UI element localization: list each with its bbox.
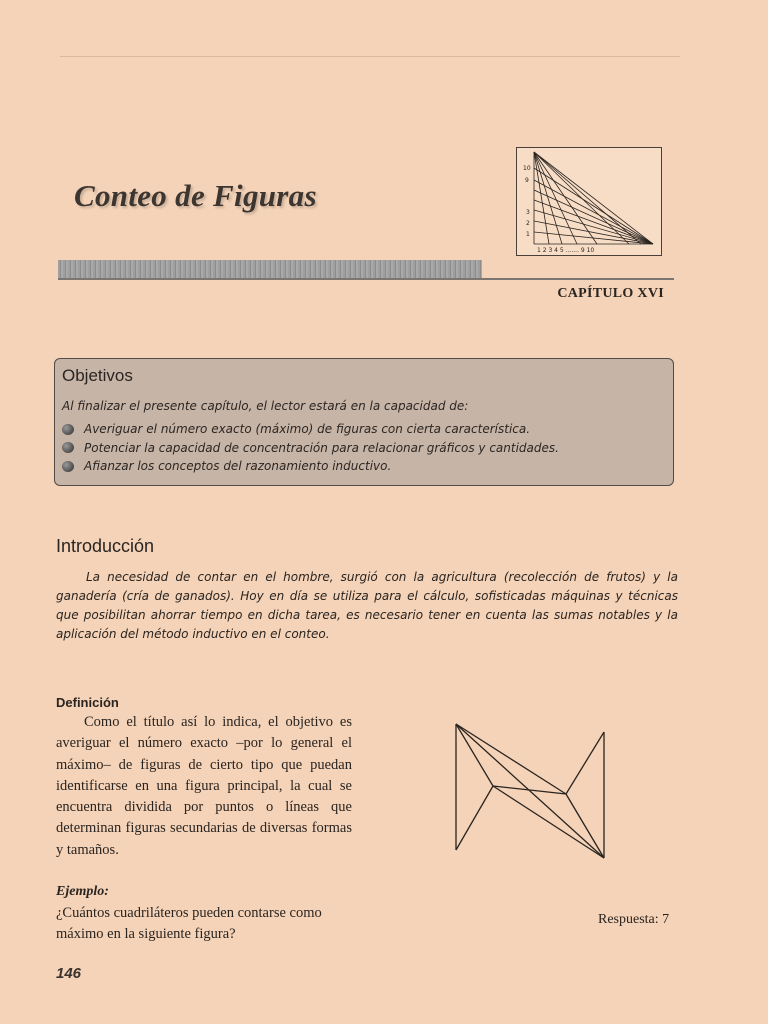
objective-item (62, 439, 559, 458)
bleed-through-text (60, 90, 680, 150)
quadrilateral-example-figure (448, 718, 618, 868)
y-tick: 10 (523, 165, 531, 172)
bullet-icon (62, 424, 74, 435)
objective-item (62, 420, 559, 439)
chapter-banner (58, 260, 482, 280)
objective-item (62, 457, 559, 476)
bullet-icon (62, 461, 74, 472)
example-question: ¿Cuántos cuadriláteros pueden contarse como máximo en la siguiente figura? (56, 905, 322, 943)
example-title: Ejemplo: (56, 884, 109, 899)
objectives-intro: Al finalizar el presente capítulo, el lector estará en la capacidad de: (62, 399, 469, 413)
y-tick: 3 (526, 209, 530, 216)
example-answer: Respuesta: 7 (598, 912, 670, 927)
header-rule (60, 56, 680, 57)
chapter-rule (58, 278, 674, 280)
y-tick: 1 (526, 231, 530, 238)
triangle-lines-diagram (517, 148, 661, 255)
objective-text: Potenciar la capacidad de concentración para relacionar gráficos y cantidades. (84, 440, 559, 455)
chapter-title: Conteo de Figuras (74, 178, 317, 213)
bullet-icon (62, 442, 74, 453)
objective-text: Afianzar los conceptos del razonamiento inductivo. (84, 459, 392, 474)
chapter-label: CAPÍTULO XVI (557, 286, 664, 301)
introduction-text: La necesidad de contar en el hombre, surgió con la agricultura (recolección de frutos) y la ganadería (cría de ganados). Hoy en día se utiliza para el cálculo, sofisticadas máquinas y técnicas que posibilitan ahorrar tiempo en dicha tarea, es necesario tener en cuenta las sumas notables y la aplicación del método inductivo en el conteo. (56, 570, 678, 641)
definition-title: Definición (56, 695, 119, 710)
page-number: 146 (56, 965, 82, 982)
introduction-title: Introducción (56, 536, 155, 556)
objectives-title: Objetivos (62, 366, 133, 385)
objectives-list (62, 420, 559, 476)
objective-text: Averiguar el número exacto (máximo) de figuras con cierta característica. (84, 422, 531, 437)
y-tick: 9 (525, 177, 529, 184)
x-ticks: 1 2 3 4 5 ....... 9 10 (537, 247, 595, 254)
definition-text: Como el título así lo indica, el objetivo es averiguar el número exacto –por lo general el máximo– de figuras de cierto tipo que puedan identificarse en una figura principal, la cual se encuentra dividida por puntos o líneas que determinan figuras secundarias de diversas formas y tamaños. (56, 714, 352, 858)
chapter-thumbnail-figure (516, 147, 662, 256)
y-tick: 2 (526, 220, 530, 227)
